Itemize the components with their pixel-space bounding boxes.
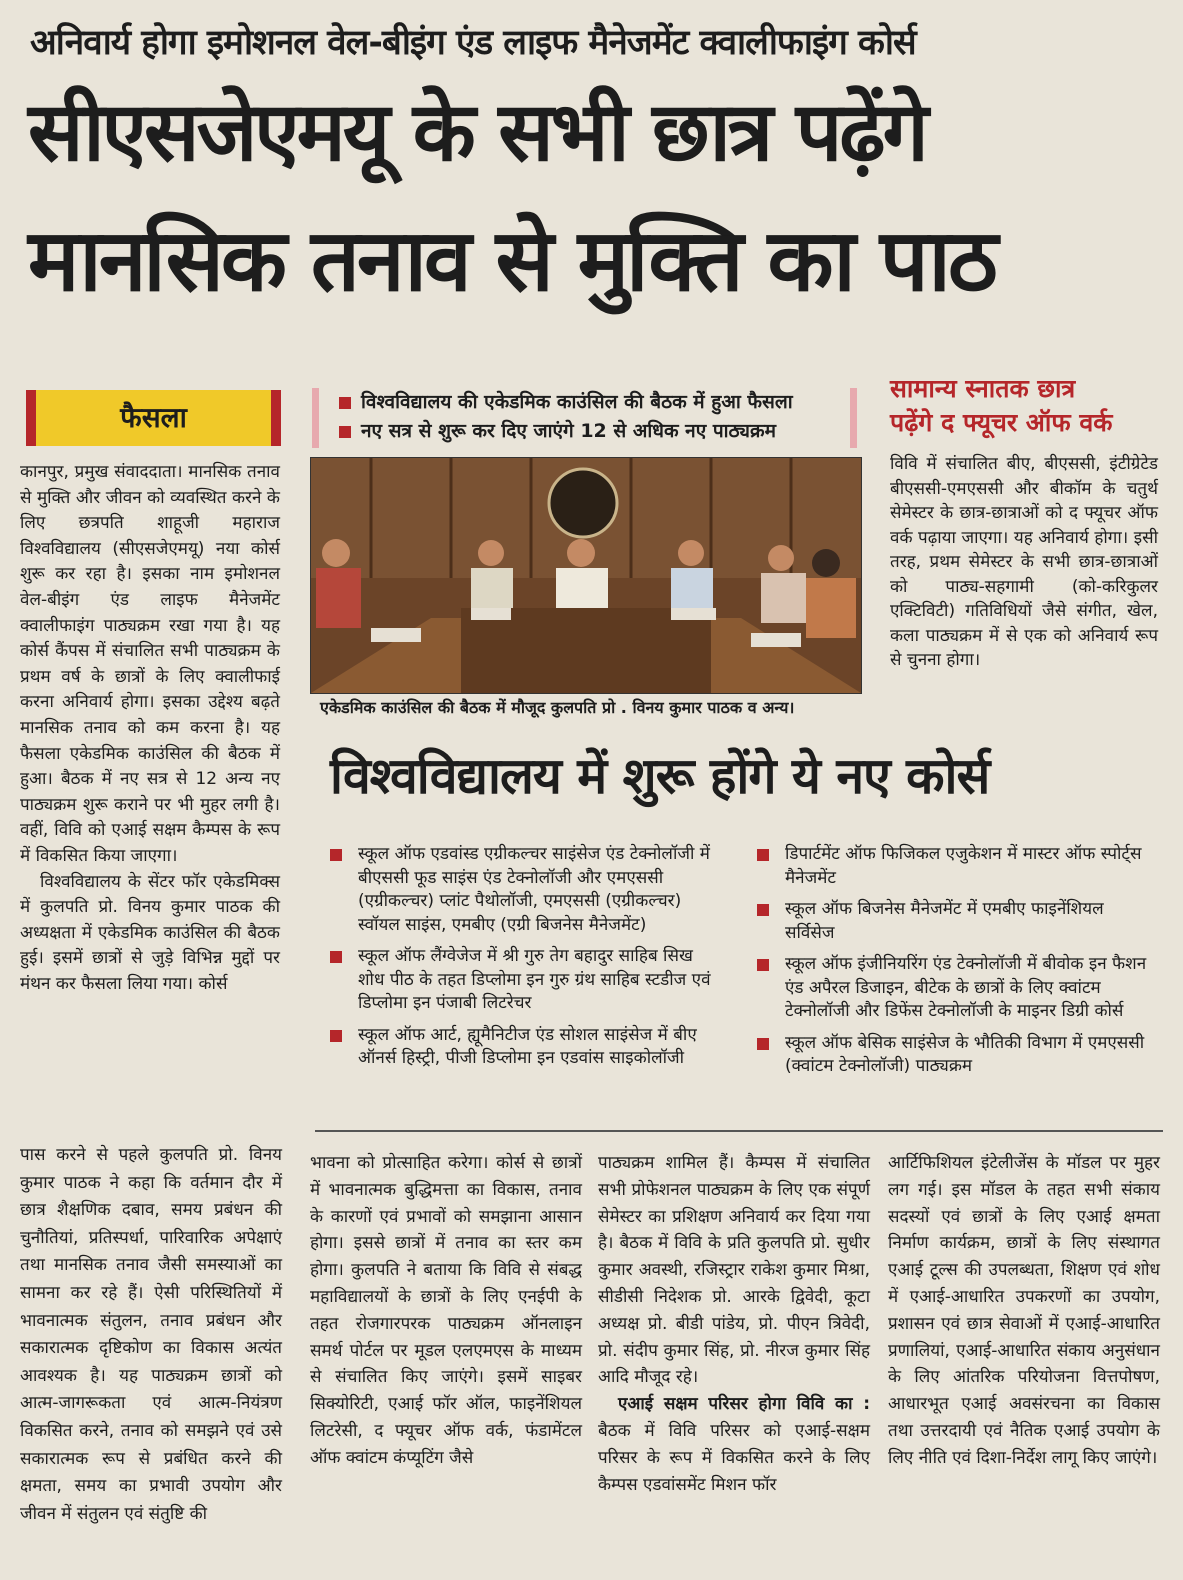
course-list-right	[757, 843, 1147, 1087]
course-text: स्कूल ऑफ लैंग्वेजेज में श्री गुरु तेग बहादुर साहिब सिख शोध पीठ के तहत डिप्लोमा इन गुरु ग्रंथ साहिब स्टडीज एवं डिप्लोमा इन पंजाबी लिटरेचर	[358, 946, 711, 1013]
meeting-photo	[310, 457, 862, 694]
university-emblem-icon	[549, 469, 617, 537]
article-paragraph: कानपुर, प्रमुख संवाददाता। मानसिक तनाव से मुक्ति और जीवन को व्यवस्थित करने के लिए छत्रपति शाहूजी महाराज विश्वविद्यालय (सीएसजेएमयू) नया कोर्स शुरू कर रहा है। इसका नाम इमोशनल वेल-बीइंग एंड लाइफ मैनेजमेंट क्वालीफाइंग पाठ्यक्रम रखा गया है। यह कोर्स कैंपस में संचालित सभी पाठ्यक्रम के प्रथम वर्ष के छात्रों के लिए क्वालीफाई करना अनिवार्य होगा। इसका उद्देश्य बढ़ते मानसिक तनाव को कम करना है। यह फैसला एकेडमिक काउंसिल की बैठक में हुआ। बैठक में नए सत्र से 12 अन्य नए पाठ्यक्रम शुरू कराने पर भी मुहर लगी है। वहीं, विवि को एआई सक्षम कैम्पस के रूप में विकसित किया जाएगा।	[20, 462, 280, 866]
course-text: डिपार्टमेंट ऑफ फिजिकल एजुकेशन में मास्टर ऑफ स्पोर्ट्स मैनेजमेंट	[785, 844, 1142, 888]
meeting-photo-illustration	[311, 458, 861, 693]
article-column-4	[888, 1150, 1160, 1472]
course-item	[757, 953, 1147, 1024]
highlight-item	[339, 417, 850, 446]
highlight-item	[339, 388, 850, 417]
paragraph-text: बैठक में विवि परिसर को एआई-सक्षम परिसर के रूप में विकसित करने के लिए कैम्पस एडवांसमेंट मिशन फॉर	[598, 1420, 870, 1495]
sidebar-heading	[890, 372, 1170, 440]
sidebar-paragraph: विवि में संचालित बीए, बीएससी, इंटीग्रेटेड बीएससी-एमएससी और बीकॉम के चतुर्थ सेमेस्टर के छात्र-छात्राओं को द फ्यूचर ऑफ वर्क पढ़ाया जाएगा। यह अनिवार्य होगा। इसी तरह, प्रथम सेमेस्टर के सभी छात्र-छात्राओं को पाठ्य-सहगामी (को-करिकुलर एक्टिविटी) गतिविधियों जैसे संगीत, खेल, कला पाठ्यक्रम में से एक को अनिवार्य रूप से चुनना होगा।	[890, 454, 1158, 670]
photo-caption: एकेडमिक काउंसिल की बैठक में मौजूद कुलपति प्रो . विनय कुमार पाठक व अन्य।	[320, 698, 795, 717]
course-item	[757, 843, 1147, 890]
bullet-square-icon	[330, 951, 342, 963]
course-list-left	[330, 843, 720, 1079]
bullet-square-icon	[757, 904, 769, 916]
article-overline: अनिवार्य होगा इमोशनल वेल-बीइंग एंड लाइफ मैनेजमेंट क्वालीफाइंग कोर्स	[30, 23, 916, 63]
highlight-text: विश्वविद्यालय की एकेडमिक काउंसिल की बैठक में हुआ फैसला	[361, 391, 793, 413]
bullet-square-icon	[330, 849, 342, 861]
article-paragraph: विश्वविद्यालय के सेंटर फॉर एकेडमिक्स में कुलपति प्रो. विनय कुमार पाठक की अध्यक्षता में एकेडमिक काउंसिल की बैठक हुई। इसमें छात्रों से जुड़े विभिन्न मुद्दों पर मंथन कर फैसला लिया गया। कोर्स	[20, 871, 280, 994]
highlight-text: नए सत्र से शुरू कर दिए जाएंगे 12 से अधिक नए पाठ्यक्रम	[361, 420, 776, 442]
section-tag: फैसला	[26, 390, 281, 446]
article-paragraph	[598, 1391, 870, 1498]
sidebar-heading-line-2: पढ़ेंगे द फ्यूचर ऑफ वर्क	[890, 408, 1113, 437]
headline-line-1: सीएसजेएमयू के सभी छात्र पढ़ेंगे	[28, 85, 926, 180]
course-text: स्कूल ऑफ बिजनेस मैनेजमेंट में एमबीए फाइनेंशियल सर्विसेज	[785, 899, 1104, 943]
article-paragraph: पाठ्यक्रम शामिल हैं। कैम्पस में संचालित सभी प्रोफेशनल पाठ्यक्रम के लिए एक संपूर्ण सेमेस्टर का प्रशिक्षण अनिवार्य कर दिया गया है। बैठक में विवि के प्रति कुलपति प्रो. सुधीर कुमार अवस्थी, रजिस्ट्रार राकेश कुमार मिश्रा, सीडीसी निदेशक प्रो. आरके द्विवेदी, कूटा अध्यक्ष प्रो. बीडी पांडेय, प्रो. पीएन त्रिवेदी, प्रो. संदीप कुमार सिंह, प्रो. नीरज कुमार सिंह आदि मौजूद रहे।	[598, 1153, 870, 1388]
bullet-square-icon	[757, 849, 769, 861]
bullet-square-icon	[757, 959, 769, 971]
article-column-1-continued	[20, 1125, 282, 1545]
course-item	[757, 1032, 1147, 1079]
bullet-square-icon	[757, 1038, 769, 1050]
bullet-square-icon	[330, 1030, 342, 1042]
course-text: स्कूल ऑफ इंजीनियरिंग एंड टेक्नोलॉजी में बीवोक इन फैशन एंड अपैरल डिजाइन, बीटेक के छात्रों के लिए क्वांटम टेक्नोलॉजी और डिफेंस टेक्नोलॉजी के माइनर डिग्री कोर्स	[785, 954, 1147, 1021]
subheading: एआई सक्षम परिसर होगा विवि का :	[618, 1394, 870, 1415]
course-text: स्कूल ऑफ बेसिक साइंसेज के भौतिकी विभाग में एमएससी (क्वांटम टेक्नोलॉजी) पाठ्यक्रम	[785, 1032, 1145, 1076]
course-item	[330, 843, 720, 937]
article-paragraph: भावना को प्रोत्साहित करेगा। कोर्स से छात्रों में भावनात्मक बुद्धिमत्ता का विकास, तनाव के कारणों एवं प्रभावों को समझाना आसान होगा। इससे छात्रों में तनाव का स्तर कम होगा। कुलपति ने बताया कि विवि से संबद्ध महाविद्यालयों के छात्रों के लिए एनईपी के तहत रोजगारपरक पाठ्यक्रम ऑनलाइन समर्थ पोर्टल पर मूडल एलएमएस के माध्यम से संचालित किए जाएंगे। इसमें साइबर सिक्योरिटी, एआई फॉर ऑल, फाइनेंशियल लिटरेसी, द फ्यूचर ऑफ वर्क, फंडामेंटल ऑफ क्वांटम कंप्यूटिंग जैसे	[310, 1153, 582, 1468]
course-item	[330, 945, 720, 1016]
article-column-2	[310, 1150, 582, 1472]
section-divider	[315, 1130, 1163, 1132]
bullet-square-icon	[339, 426, 351, 438]
course-text: स्कूल ऑफ एडवांस्ड एग्रीकल्चर साइंसेज एंड टेक्नोलॉजी में बीएससी फूड साइंस एंड टेक्नोलॉजी और एमएससी (एग्रीकल्चर) प्लांट पैथोलॉजी, एमएससी (एग्रीकल्चर) स्वॉयल साइंस, एमबीए (एग्री बिजनेस मैनेजमेंट)	[358, 844, 710, 935]
bullet-square-icon	[339, 397, 351, 409]
article-paragraph: आर्टिफिशियल इंटेलीजेंस के मॉडल पर मुहर लग गई। इस मॉडल के तहत सभी संकाय सदस्यों एवं छात्रों के लिए एआई क्षमता निर्माण कार्यक्रम, छात्रों के लिए संस्थागत एआई टूल्स की उपलब्धता, शिक्षण एवं शोध में एआई-आधारित उपकरणों का उपयोग, प्रशासन एवं छात्र सेवाओं में एआई-आधारित प्रणालियां, एआई-आधारित संकाय अनुसंधान के लिए आंतरिक परियोजना वित्तपोषण, आधारभूत एआई अवसंरचना का विकास तथा उत्तरदायी एवं नैतिक एआई उपयोग के लिए नीति एवं दिशा-निर्देश लागू किए जाएंगे।	[888, 1153, 1160, 1468]
course-item	[757, 898, 1147, 945]
article-paragraph: पास करने से पहले कुलपति प्रो. विनय कुमार पाठक ने कहा कि वर्तमान दौर में छात्र शैक्षणिक दबाव, समय प्रबंधन की चुनौतियां, प्रतिस्पर्धा, पारिवारिक अपेक्षाएं तथा मानसिक तनाव जैसी समस्याओं का सामना कर रहे हैं। ऐसी परिस्थितियों में भावनात्मक संतुलन, तनाव प्रबंधन और सकारात्मक दृष्टिकोण का विकास अत्यंत आवश्यक है। यह पाठ्यक्रम छात्रों को आत्म-जागरूकता एवं आत्म-नियंत्रण विकसित करने, तनाव को समझने एवं उसे सकारात्मक रूप से प्रबंधित करने की क्षमता, समय का प्रभावी उपयोग और जीवन में संतुलन एवं संतुष्टि की	[20, 1145, 282, 1524]
article-column-1	[20, 460, 280, 997]
article-column-3	[598, 1150, 870, 1498]
headline-line-2: मानसिक तनाव से मुक्ति का पाठ	[28, 211, 995, 311]
sidebar-heading-line-1: सामान्य स्नातक छात्र	[890, 374, 1076, 403]
course-item	[330, 1024, 720, 1071]
sidebar-body	[890, 452, 1158, 673]
new-courses-heading: विश्वविद्यालय में शुरू होंगे ये नए कोर्स	[330, 747, 990, 805]
highlights-box	[312, 388, 857, 448]
course-text: स्कूल ऑफ आर्ट, ह्यूमैनिटीज एंड सोशल साइंसेज में बीए ऑनर्स हिस्ट्री, पीजी डिप्लोमा इन एडवांस साइकोलॉजी	[358, 1024, 697, 1068]
